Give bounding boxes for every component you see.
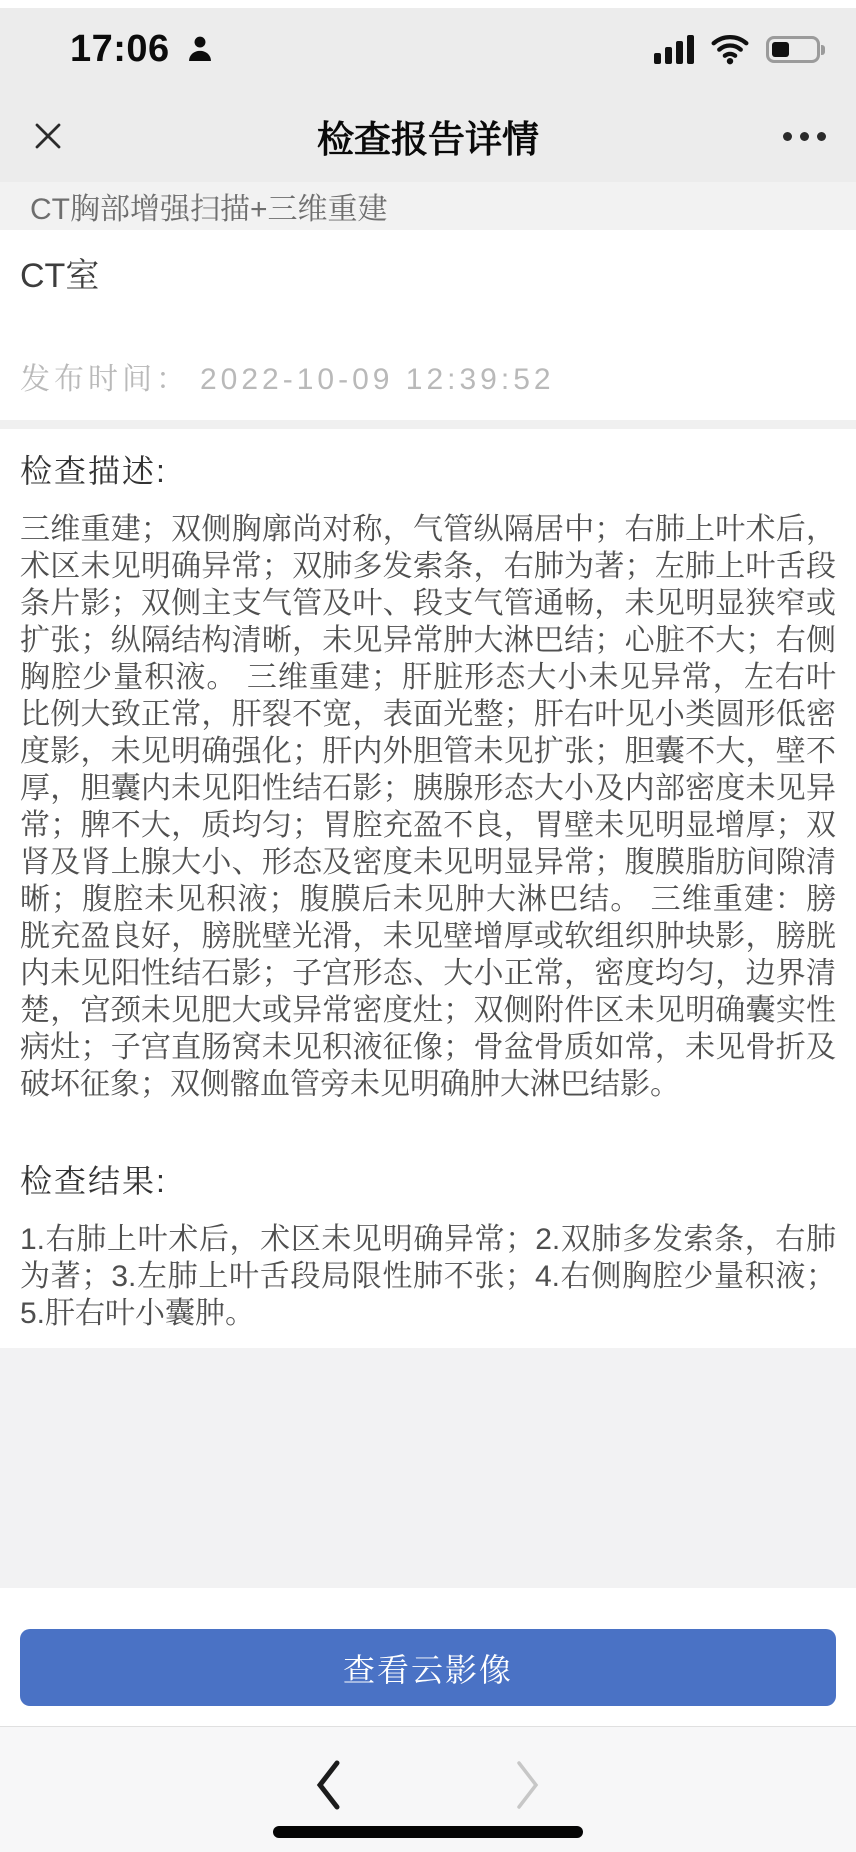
browser-toolbar — [0, 1726, 856, 1852]
publish-time-label: 发布时间： — [20, 363, 190, 396]
person-icon — [184, 33, 216, 65]
result-heading: 检查结果: — [20, 1163, 167, 1199]
forward-button[interactable] — [503, 1759, 553, 1811]
chevron-left-icon — [313, 1759, 343, 1811]
back-button[interactable] — [303, 1759, 353, 1811]
chevron-right-icon — [513, 1759, 543, 1811]
gray-spacer — [0, 1348, 856, 1588]
description-body: 三维重建；双侧胸廓尚对称，气管纵隔居中；右肺上叶术后，术区未见明确异常；双肺多发索条，右肺为著；左肺上叶舌段条片影；双侧主支气管及叶、段支气管通畅，未见明显狭窄或扩张；纵隔结构清晰，未见异常肿大淋巴结；心脏不大；右侧胸腔少量积液。 三维重建；肝脏形态大小未见异常，左右叶比例大致正常，肝裂不宽，表面光整；肝右叶见小类圆形低密度影，未见明确强化；肝内外胆管未见扩张；胆囊不大，壁不厚，胆囊内未见阳性结石影；胰腺形态大小及内部密度未见异常；脾不大，质均匀；胃腔充盈不良，胃壁未见明显增厚；双肾及肾上腺大小、形态及密度未见明显异常；腹膜脂肪间隙清晰；腹腔未见积液；腹膜后未见肿大淋巴结。 三维重建：膀胱充盈良好，膀胱壁光滑，未见壁增厚或软组织肿块影，膀胱内未见阳性结石影；子宫形态、大小正常，密度均匀，边界清楚，宫颈未见肥大或异常密度灶；双侧附件区未见明确囊实性病灶；子宫直肠窝未见积液征像；骨盆骨质如常，未见骨折及破坏征象；双侧髂血管旁未见明确肿大淋巴结影。 — [20, 513, 836, 1101]
battery-nub — [821, 45, 825, 55]
home-indicator[interactable] — [273, 1826, 583, 1838]
close-button[interactable] — [30, 118, 66, 154]
report-card — [0, 230, 856, 1348]
publish-time-value: 2022-10-09 12:39:52 — [200, 363, 555, 396]
close-icon — [30, 118, 66, 154]
cellular-signal-icon — [654, 34, 694, 64]
more-button[interactable] — [783, 132, 826, 141]
description-heading: 检查描述: — [20, 453, 167, 489]
more-icon — [783, 132, 826, 141]
exam-name: CT胸部增强扫描+三维重建 — [30, 193, 388, 226]
top-margin — [0, 0, 856, 8]
battery-icon — [766, 36, 820, 63]
status-bar — [0, 8, 856, 90]
exam-name-bar — [0, 182, 856, 230]
browser-nav-arrows — [0, 1759, 856, 1811]
result-body: 1.右肺上叶术后，术区未见明确异常；2.双肺多发索条，右肺为著；3.左肺上叶舌段局限性肺不张；4.右侧胸腔少量积液；5.肝右叶小囊肿。 — [20, 1223, 836, 1330]
action-band — [0, 1588, 856, 1726]
department-name: CT室 — [20, 257, 100, 295]
wifi-icon — [710, 33, 750, 65]
nav-bar — [0, 90, 856, 182]
publish-time-row — [20, 362, 836, 398]
page-title: 检查报告详情 — [317, 119, 539, 160]
battery-fill — [772, 42, 789, 57]
section-divider — [0, 420, 856, 429]
view-cloud-image-button[interactable]: 查看云影像 — [20, 1629, 836, 1706]
status-time: 17:06 — [70, 27, 170, 70]
